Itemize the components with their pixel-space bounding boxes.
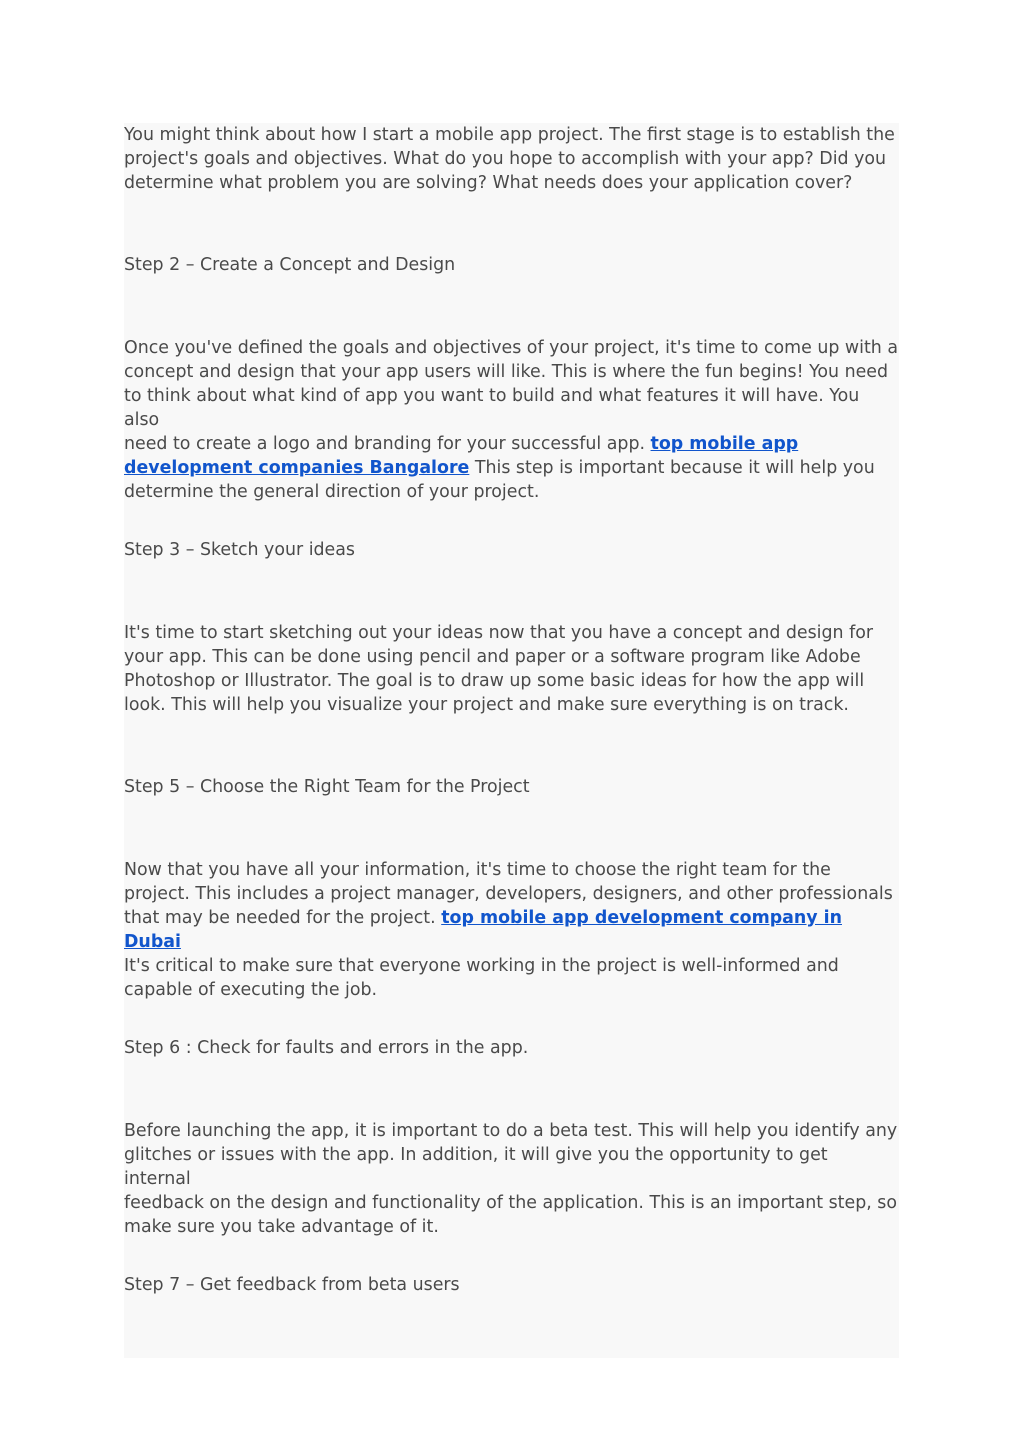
step-5-paragraph (124, 858, 899, 1002)
dubai-company-link[interactable]: top mobile app development company in Dubai (124, 908, 842, 952)
document-content (124, 123, 899, 1358)
step-5-text-before: Now that you have all your information, it's time to choose the right team for the project. This includes a project manager, developers, designers, and other professionals that may be needed for the project. (124, 860, 893, 928)
step-2-heading: Step 2 – Create a Concept and Design (124, 255, 456, 275)
step-6-heading: Step 6 : Check for faults and errors in the app. (124, 1038, 529, 1058)
intro-paragraph: You might think about how I start a mobile app project. The first stage is to establish the project's goals and objectives. What do you hope to accomplish with your app? Did you determine what problem you are solving? What needs does your application cover? (124, 125, 895, 193)
step-2-text-before: Once you've defined the goals and objectives of your project, it's time to come up with a concept and design that your app users will like. This is where the fun begins! You need to think about what kind of app you want to build and what features it will have. You also need to create a logo and branding for your successful app. (124, 338, 899, 454)
step-2-text-after: This step is important because it will help you determine the general direction of your project. (124, 458, 875, 502)
step-6-paragraph: Before launching the app, it is important to do a beta test. This will help you identify any glitches or issues with the app. In addition, it will give you the opportunity to get internal feedback on the design and functionality of the application. This is an important step, so make sure you take advantage of it. (124, 1121, 898, 1237)
step-3-paragraph: It's time to start sketching out your ideas now that you have a concept and design for your app. This can be done using pencil and paper or a software program like Adobe Photoshop or Illustrator. The goal is to draw up some basic ideas for how the app will look. This will help you visualize your project and make sure everything is on track. (124, 623, 874, 715)
step-3-heading: Step 3 – Sketch your ideas (124, 540, 355, 560)
step-5-heading: Step 5 – Choose the Right Team for the Project (124, 777, 530, 797)
bangalore-companies-link[interactable]: top mobile app development companies Bangalore (124, 434, 799, 478)
step-7-heading: Step 7 – Get feedback from beta users (124, 1275, 460, 1295)
step-2-paragraph (124, 336, 899, 504)
step-5-text-after: It's critical to make sure that everyone working in the project is well-informed and capable of executing the job. (124, 956, 839, 1000)
